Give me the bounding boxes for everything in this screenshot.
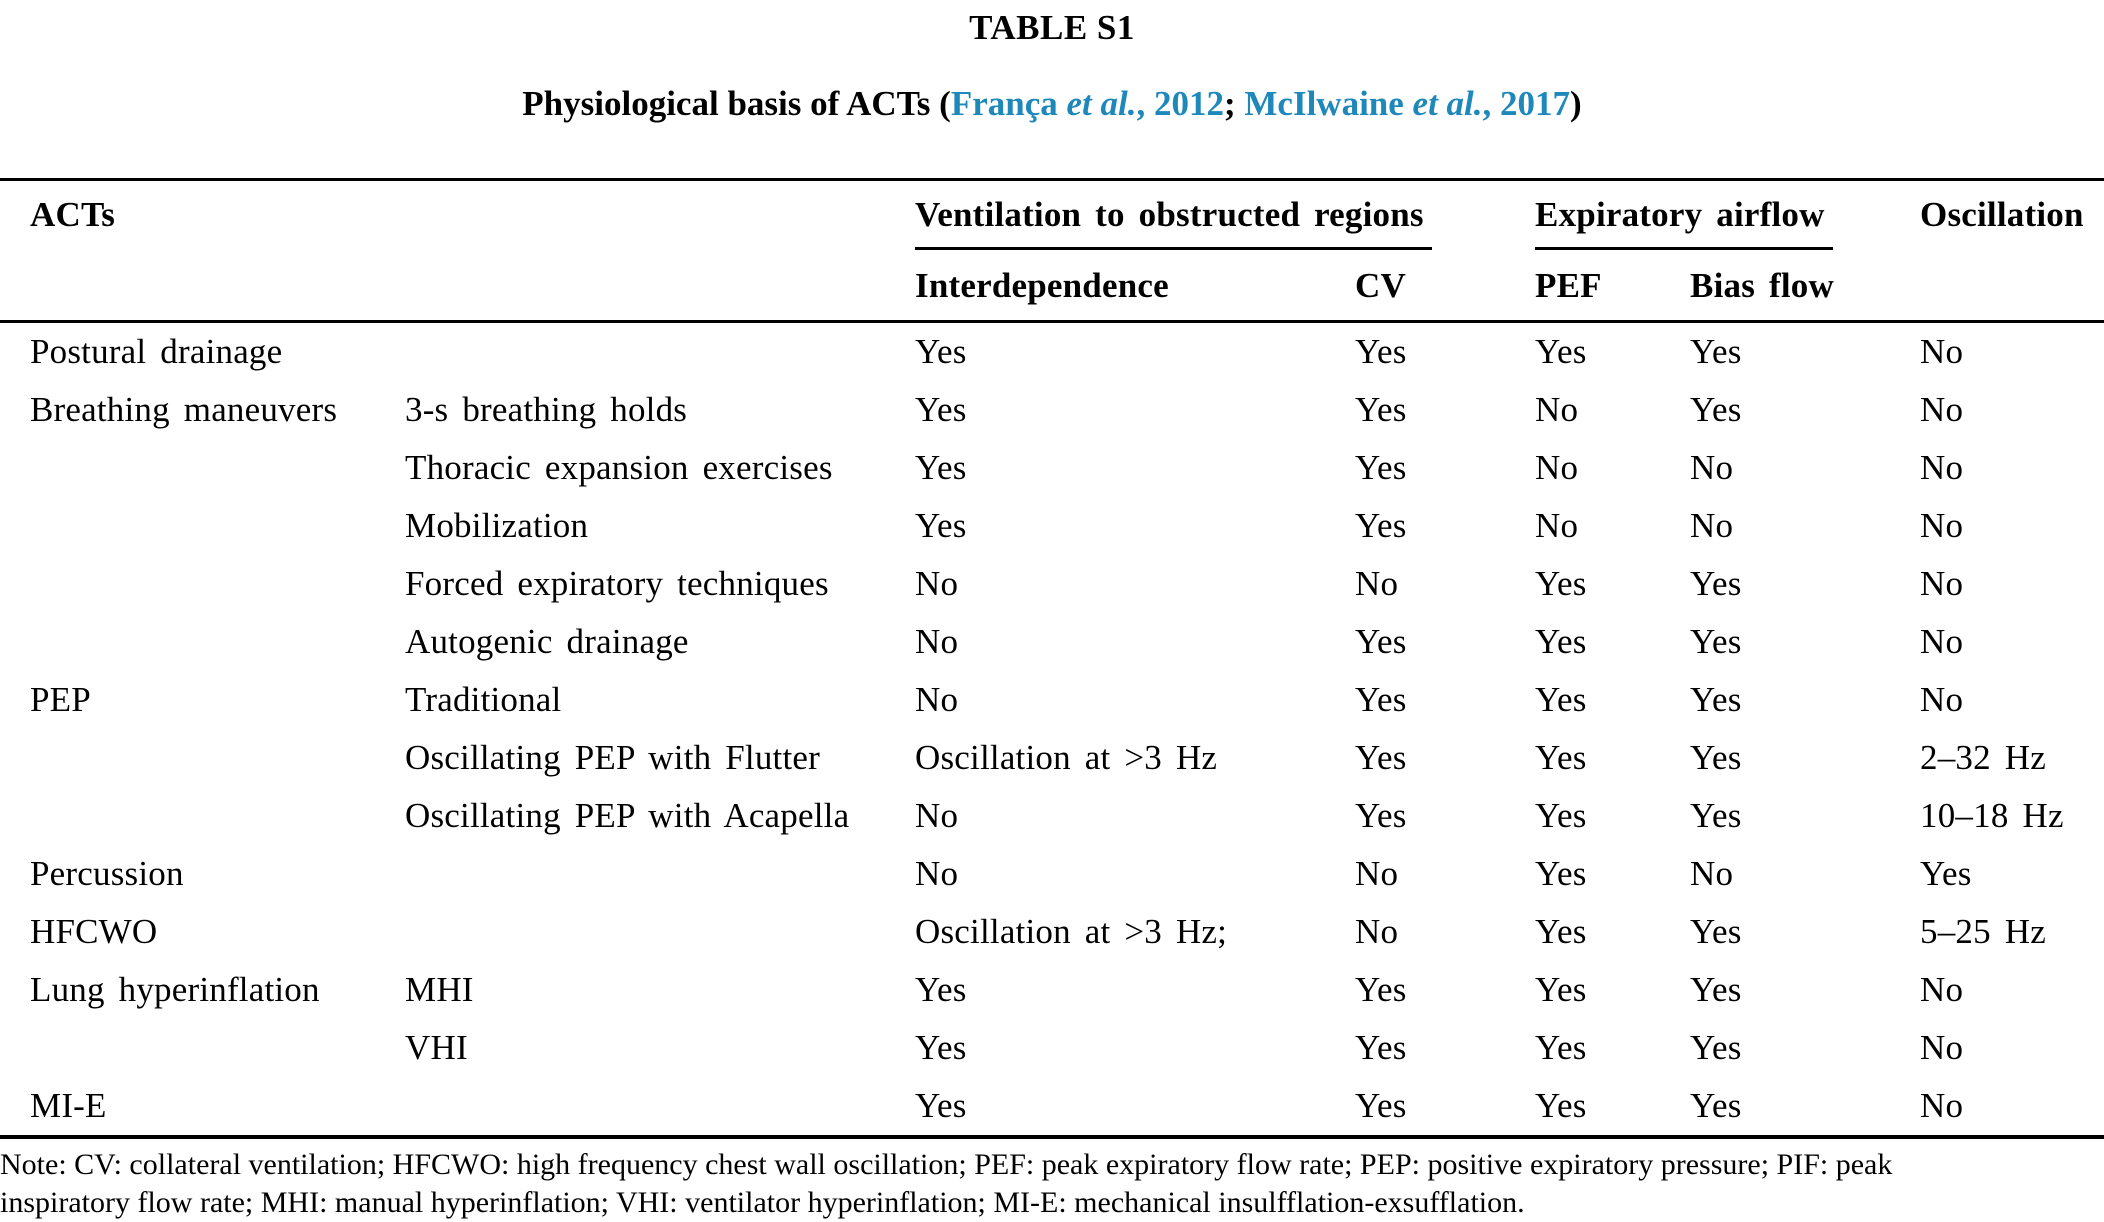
cv-cell: Yes <box>1355 622 1407 661</box>
pef-cell: Yes <box>1535 622 1587 661</box>
pef-cell: Yes <box>1535 564 1587 603</box>
bias-flow-cell: Yes <box>1690 796 1742 835</box>
cv-cell: No <box>1355 564 1399 603</box>
cv-cell: Yes <box>1355 448 1407 487</box>
cv-cell: Yes <box>1355 506 1407 545</box>
table-row <box>0 729 2104 787</box>
pef-cell: Yes <box>1535 1086 1587 1125</box>
table-row <box>0 555 2104 613</box>
act-category-cell <box>0 555 405 613</box>
bias-flow-cell: Yes <box>1690 622 1742 661</box>
interdependence-cell: No <box>915 854 959 893</box>
interdependence-cell: Yes <box>915 390 967 429</box>
table-row <box>0 787 2104 845</box>
table-header <box>0 180 2104 322</box>
subtitle-prefix: Physiological basis of ACTs ( <box>522 84 951 123</box>
citation-link-franca[interactable] <box>951 84 1224 123</box>
col-header-interdependence: Interdependence <box>915 266 1169 305</box>
subtitle-suffix: ) <box>1570 84 1582 123</box>
oscillation-cell: 10–18 Hz <box>1920 796 2064 835</box>
bias-flow-cell: Yes <box>1690 390 1742 429</box>
act-technique-cell: Forced expiratory techniques <box>405 564 829 603</box>
act-category-cell: Percussion <box>30 854 184 893</box>
table-row <box>0 322 2104 382</box>
table-row <box>0 497 2104 555</box>
subtitle-separator: ; <box>1223 84 1245 123</box>
cv-cell: Yes <box>1355 738 1407 777</box>
interdependence-cell: Yes <box>915 506 967 545</box>
bias-flow-cell: Yes <box>1690 680 1742 719</box>
act-category-cell <box>0 787 405 845</box>
act-technique-cell: Traditional <box>405 680 562 719</box>
col-group-expiratory-label: Expiratory airflow <box>1535 195 1833 250</box>
oscillation-cell: No <box>1920 390 1964 429</box>
col-group-expiratory <box>1535 180 1920 251</box>
interdependence-cell: Yes <box>915 1028 967 1067</box>
act-category-cell: Lung hyperinflation <box>30 970 320 1009</box>
act-technique-cell: 3-s breathing holds <box>405 390 688 429</box>
col-group-ventilation-label: Ventilation to obstructed regions <box>915 195 1432 250</box>
table-subtitle <box>0 84 2104 124</box>
bias-flow-cell: No <box>1690 448 1734 487</box>
cv-cell: Yes <box>1355 1086 1407 1125</box>
citation-author[interactable]: França <box>950 84 1067 123</box>
oscillation-cell: 2–32 Hz <box>1920 738 2046 777</box>
bias-flow-cell: Yes <box>1690 970 1742 1009</box>
interdependence-cell: Yes <box>915 970 967 1009</box>
table-row <box>0 1077 2104 1137</box>
pef-cell: Yes <box>1535 854 1587 893</box>
pef-cell: No <box>1535 448 1579 487</box>
act-technique-cell: Mobilization <box>405 506 589 545</box>
act-technique-cell <box>405 903 915 961</box>
act-technique-cell <box>405 845 915 903</box>
act-technique-cell: Thoracic expansion exercises <box>405 448 833 487</box>
bias-flow-cell: Yes <box>1690 1086 1742 1125</box>
pef-cell: Yes <box>1535 738 1587 777</box>
act-category-cell <box>0 613 405 671</box>
citation-link-mcilwaine[interactable] <box>1244 84 1570 123</box>
act-technique-cell <box>405 322 915 382</box>
citation-year[interactable]: , 2017 <box>1482 84 1571 123</box>
citation-author[interactable]: McIlwaine <box>1244 84 1413 123</box>
interdependence-cell: No <box>915 796 959 835</box>
col-group-ventilation <box>915 180 1535 251</box>
table-footnote <box>0 1146 2104 1222</box>
bias-flow-cell: Yes <box>1690 564 1742 603</box>
pef-cell: Yes <box>1535 332 1587 371</box>
table-row <box>0 439 2104 497</box>
cv-cell: Yes <box>1355 390 1407 429</box>
header-group-row <box>0 180 2104 251</box>
act-technique-cell: Autogenic drainage <box>405 622 689 661</box>
act-category-cell: PEP <box>30 680 91 719</box>
oscillation-cell: 5–25 Hz <box>1920 912 2046 951</box>
act-category-cell: HFCWO <box>30 912 158 951</box>
table-row <box>0 1019 2104 1077</box>
act-technique-cell: VHI <box>405 1028 468 1067</box>
act-technique-cell <box>405 1077 915 1137</box>
pef-cell: No <box>1535 390 1579 429</box>
cv-cell: Yes <box>1355 970 1407 1009</box>
oscillation-cell: Yes <box>1920 854 1972 893</box>
act-category-cell: MI-E <box>30 1086 107 1125</box>
interdependence-cell: Oscillation at >3 Hz; <box>915 912 1228 951</box>
col-header-bias-flow: Bias flow <box>1690 266 1834 305</box>
act-category-cell <box>0 1019 405 1077</box>
pef-cell: Yes <box>1535 796 1587 835</box>
table-row <box>0 671 2104 729</box>
pef-cell: No <box>1535 506 1579 545</box>
citation-etal[interactable]: et al. <box>1412 84 1483 123</box>
col-header-cv: CV <box>1355 266 1406 305</box>
interdependence-cell: No <box>915 680 959 719</box>
oscillation-cell: No <box>1920 622 1964 661</box>
table-title: TABLE S1 <box>969 8 1135 47</box>
table-row <box>0 845 2104 903</box>
oscillation-cell: No <box>1920 680 1964 719</box>
interdependence-cell: Oscillation at >3 Hz <box>915 738 1218 777</box>
pef-cell: Yes <box>1535 912 1587 951</box>
act-category-cell: Breathing maneuvers <box>30 390 338 429</box>
table-row <box>0 903 2104 961</box>
footnote-line-1: Note: CV: collateral ventilation; HFCWO: high frequency chest wall oscillation; PEF: peak expiratory flow rate; PEP: positive expiratory pressure; PIF: peak <box>0 1148 1893 1181</box>
table-body <box>0 322 2104 1138</box>
interdependence-cell: Yes <box>915 332 967 371</box>
cv-cell: Yes <box>1355 796 1407 835</box>
pef-cell: Yes <box>1535 680 1587 719</box>
act-technique-cell: MHI <box>405 970 474 1009</box>
bias-flow-cell: Yes <box>1690 332 1742 371</box>
acts-table <box>0 178 2104 1139</box>
pef-cell: Yes <box>1535 1028 1587 1067</box>
interdependence-cell: No <box>915 564 959 603</box>
citation-year[interactable]: , 2012 <box>1136 84 1224 123</box>
cv-cell: No <box>1355 912 1399 951</box>
bias-flow-cell: Yes <box>1690 1028 1742 1067</box>
act-category-cell: Postural drainage <box>30 332 283 371</box>
oscillation-cell: No <box>1920 1028 1964 1067</box>
oscillation-cell: No <box>1920 332 1964 371</box>
footnote-line-2: inspiratory flow rate; MHI: manual hyperinflation; VHI: ventilator hyperinflation; MI-E: mechanical insulfflation-exsufflation. <box>0 1186 1525 1219</box>
interdependence-cell: Yes <box>915 448 967 487</box>
cv-cell: No <box>1355 854 1399 893</box>
col-header-acts: ACTs <box>30 195 116 234</box>
act-technique-cell: Oscillating PEP with Flutter <box>405 738 820 777</box>
bias-flow-cell: Yes <box>1690 912 1742 951</box>
interdependence-cell: Yes <box>915 1086 967 1125</box>
bias-flow-cell: Yes <box>1690 738 1742 777</box>
table-row <box>0 613 2104 671</box>
bias-flow-cell: No <box>1690 854 1734 893</box>
act-technique-cell: Oscillating PEP with Acapella <box>405 796 850 835</box>
cv-cell: Yes <box>1355 332 1407 371</box>
table-row <box>0 961 2104 1019</box>
cv-cell: Yes <box>1355 1028 1407 1067</box>
bias-flow-cell: No <box>1690 506 1734 545</box>
col-header-oscillation: Oscillation <box>1920 195 2084 234</box>
pef-cell: Yes <box>1535 970 1587 1009</box>
interdependence-cell: No <box>915 622 959 661</box>
oscillation-cell: No <box>1920 564 1964 603</box>
act-category-cell <box>0 439 405 497</box>
oscillation-cell: No <box>1920 970 1964 1009</box>
citation-etal[interactable]: et al. <box>1066 84 1137 123</box>
cv-cell: Yes <box>1355 680 1407 719</box>
col-header-pef: PEF <box>1535 266 1602 305</box>
act-category-cell <box>0 729 405 787</box>
act-category-cell <box>0 497 405 555</box>
oscillation-cell: No <box>1920 448 1964 487</box>
table-row <box>0 381 2104 439</box>
oscillation-cell: No <box>1920 1086 1964 1125</box>
oscillation-cell: No <box>1920 506 1964 545</box>
